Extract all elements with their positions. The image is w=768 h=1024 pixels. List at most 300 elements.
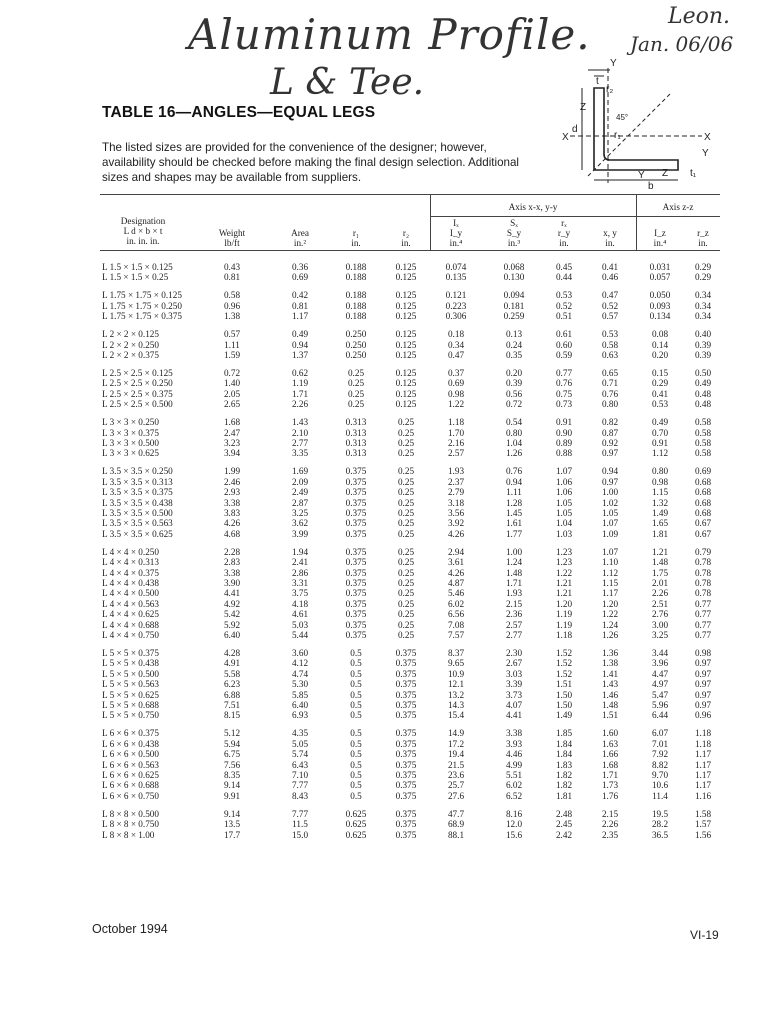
cell-weight: 1.59 <box>223 350 241 360</box>
cell-r1: 0.375 <box>345 557 367 568</box>
cell-iz: 0.29 <box>651 378 669 389</box>
cell-iz: 0.98 <box>651 476 669 487</box>
cell-area: 1.69 <box>291 466 309 477</box>
cell-r1: 0.313 <box>345 438 367 448</box>
cell-rz: 0.77 <box>694 630 712 640</box>
cell-r2: 0.375 <box>395 658 417 669</box>
cell-r1: 0.375 <box>345 518 367 529</box>
cell-area: 0.49 <box>291 329 309 340</box>
cell-weight: 3.90 <box>223 578 241 588</box>
cell-r1: 0.375 <box>345 609 367 620</box>
cell-r2: 0.25 <box>397 619 415 630</box>
table-row <box>100 760 720 770</box>
cell-iz: 0.031 <box>649 262 671 272</box>
cell-rz: 0.77 <box>694 609 712 620</box>
cell-sx: 3.38 <box>505 728 523 739</box>
cell-area: 4.61 <box>291 609 309 620</box>
cell-weight: 2.28 <box>223 546 241 557</box>
cell-r2: 0.125 <box>395 350 417 360</box>
cell-xy: 1.68 <box>601 759 619 770</box>
cell-rx: 1.82 <box>555 770 573 780</box>
table-row <box>100 568 720 578</box>
cell-rx: 1.81 <box>555 790 573 801</box>
cell-area: 0.42 <box>291 290 309 301</box>
header-ix-iy: Iₓ I_y in.⁴ <box>449 218 463 248</box>
cell-r1: 0.375 <box>345 630 367 640</box>
cell-xy: 0.76 <box>601 388 619 399</box>
cell-sx: 0.13 <box>505 329 523 340</box>
cell-sx: 2.57 <box>505 619 523 630</box>
cell-area: 1.94 <box>291 546 309 557</box>
table-row <box>100 272 720 282</box>
cell-designation: L 2 × 2 × 0.250 <box>102 339 159 350</box>
cell-weight: 0.96 <box>223 300 241 311</box>
cell-designation: L 3.5 × 3.5 × 0.313 <box>102 476 173 487</box>
cell-weight: 8.15 <box>223 710 241 721</box>
cell-ix: 27.6 <box>447 790 465 801</box>
cell-ix: 4.26 <box>447 567 465 578</box>
cell-r2: 0.25 <box>397 487 415 498</box>
cell-xy: 1.07 <box>601 518 619 529</box>
cell-designation: L 4 × 4 × 0.750 <box>102 630 159 640</box>
cell-weight: 3.83 <box>223 508 241 518</box>
table-row <box>100 290 720 300</box>
cell-sx: 0.094 <box>503 290 525 301</box>
cell-sx: 2.67 <box>505 658 523 669</box>
cell-designation: L 6 × 6 × 0.750 <box>102 790 159 801</box>
cell-r1: 0.375 <box>345 546 367 557</box>
cell-rx: 1.03 <box>555 528 573 539</box>
cell-r1: 0.5 <box>350 689 362 700</box>
cell-r2: 0.125 <box>395 339 417 350</box>
cell-iz: 7.92 <box>651 749 669 760</box>
cell-r1: 0.5 <box>350 700 362 710</box>
cell-xy: 0.80 <box>601 399 619 410</box>
cell-sx: 1.11 <box>506 487 522 498</box>
cell-rx: 1.06 <box>555 476 573 487</box>
cell-r1: 0.313 <box>345 427 367 438</box>
cell-area: 5.05 <box>291 738 309 749</box>
cell-rx: 1.04 <box>555 518 573 529</box>
cell-rx: 1.52 <box>555 668 573 679</box>
cell-rz: 0.79 <box>694 546 712 557</box>
cell-rz: 0.58 <box>694 438 712 448</box>
cell-ix: 25.7 <box>447 780 465 791</box>
cell-iz: 5.47 <box>651 689 669 700</box>
cell-rz: 0.78 <box>694 578 712 588</box>
cell-designation: L 2 × 2 × 0.125 <box>102 329 159 340</box>
table-row <box>100 609 720 619</box>
cell-rx: 1.23 <box>555 546 573 557</box>
cell-r1: 0.188 <box>345 300 367 311</box>
cell-xy: 0.57 <box>601 311 619 322</box>
cell-rx: 1.82 <box>555 780 573 791</box>
cell-r2: 0.25 <box>397 448 415 459</box>
cell-area: 7.77 <box>291 780 309 791</box>
cell-sx: 2.30 <box>505 648 523 658</box>
cell-xy: 0.41 <box>601 262 619 272</box>
cell-xy: 0.53 <box>601 329 619 340</box>
cell-iz: 0.134 <box>649 311 671 322</box>
table-row <box>100 710 720 720</box>
cell-rx: 0.77 <box>555 368 573 378</box>
header-sx-sy: Sₓ S_y in.³ <box>506 218 522 248</box>
cell-area: 1.43 <box>291 417 309 428</box>
cell-ix: 2.57 <box>447 448 465 459</box>
cell-designation: L 2.5 × 2.5 × 0.125 <box>102 368 173 378</box>
cell-area: 2.41 <box>291 557 309 568</box>
cell-ix: 7.57 <box>447 630 465 640</box>
cell-r1: 0.5 <box>350 790 362 801</box>
cell-rx: 1.22 <box>555 567 573 578</box>
cell-rz: 0.78 <box>694 567 712 578</box>
cell-rx: 1.50 <box>555 689 573 700</box>
cell-xy: 2.26 <box>601 819 619 830</box>
cell-sx: 4.07 <box>505 700 523 710</box>
cell-rx: 1.85 <box>555 728 573 739</box>
cell-area: 2.77 <box>291 438 309 448</box>
cell-r1: 0.625 <box>345 829 367 840</box>
diagram-label-t: t <box>596 76 599 87</box>
cell-r2: 0.375 <box>395 728 417 739</box>
cell-ix: 13.2 <box>447 689 465 700</box>
cell-ix: 2.37 <box>447 476 465 487</box>
cell-designation: L 5 × 5 × 0.688 <box>102 700 159 710</box>
cell-rx: 2.42 <box>555 829 573 840</box>
cell-weight: 3.23 <box>223 438 241 448</box>
cell-weight: 3.38 <box>223 497 241 508</box>
cell-designation: L 8 × 8 × 0.500 <box>102 808 159 819</box>
cell-rx: 0.90 <box>555 427 573 438</box>
cell-r2: 0.25 <box>397 567 415 578</box>
intro-paragraph: The listed sizes are provided for the convenience of the designer; however, availability should be checked before making the final design selection. Additional sizes and shapes may be available from suppliers. <box>102 141 519 184</box>
cell-designation: L 6 × 6 × 0.625 <box>102 770 159 780</box>
cell-r1: 0.5 <box>350 710 362 721</box>
table-row <box>100 518 720 528</box>
cell-designation: L 5 × 5 × 0.625 <box>102 689 159 700</box>
cell-rz: 0.48 <box>694 399 712 410</box>
cell-xy: 0.94 <box>601 466 619 477</box>
cell-rz: 0.67 <box>694 528 712 539</box>
cell-iz: 7.01 <box>651 738 669 749</box>
cell-designation: L 6 × 6 × 0.438 <box>102 738 159 749</box>
cell-rz: 0.58 <box>694 427 712 438</box>
header-xy: x, y in. <box>603 228 617 248</box>
cell-ix: 21.5 <box>447 759 465 770</box>
cell-ix: 47.7 <box>447 808 465 819</box>
cell-xy: 1.12 <box>601 567 619 578</box>
cell-iz: 1.49 <box>651 508 669 518</box>
cell-iz: 2.76 <box>651 609 669 620</box>
cell-designation: L 6 × 6 × 0.563 <box>102 759 159 770</box>
cell-sx: 1.61 <box>505 518 523 529</box>
cell-designation: L 4 × 4 × 0.313 <box>102 557 159 568</box>
cell-r1: 0.375 <box>345 578 367 588</box>
cell-r1: 0.250 <box>345 339 367 350</box>
cell-ix: 6.56 <box>447 609 465 620</box>
cell-r1: 0.313 <box>345 448 367 459</box>
cell-rx: 1.84 <box>555 749 573 760</box>
cell-area: 4.18 <box>291 598 309 609</box>
cell-sx: 15.6 <box>505 829 523 840</box>
cell-r2: 0.375 <box>395 668 417 679</box>
cell-ix: 2.79 <box>447 487 465 498</box>
cell-designation: L 2.5 × 2.5 × 0.500 <box>102 399 173 410</box>
cell-area: 3.62 <box>291 518 309 529</box>
cell-r1: 0.375 <box>345 487 367 498</box>
cell-r1: 0.188 <box>345 311 367 322</box>
cell-xy: 1.22 <box>601 609 619 620</box>
cell-area: 1.37 <box>291 350 309 360</box>
cell-weight: 6.40 <box>223 630 241 640</box>
cell-r2: 0.375 <box>395 710 417 721</box>
cell-xy: 1.41 <box>601 668 619 679</box>
cell-weight: 5.42 <box>223 609 241 620</box>
cell-rz: 0.98 <box>694 648 712 658</box>
cell-rx: 1.19 <box>555 609 573 620</box>
cell-rx: 1.06 <box>555 487 573 498</box>
diagram-label-r1: r₁ <box>614 130 621 141</box>
cell-r2: 0.375 <box>395 759 417 770</box>
cell-sx: 3.39 <box>505 679 523 690</box>
cell-ix: 9.65 <box>447 658 465 669</box>
cell-rz: 0.96 <box>694 710 712 721</box>
cell-r2: 0.375 <box>395 808 417 819</box>
cell-iz: 3.96 <box>651 658 669 669</box>
cell-ix: 23.6 <box>447 770 465 780</box>
table-row <box>100 728 720 738</box>
handwritten-author: Leon. <box>668 4 731 29</box>
table-row <box>100 438 720 448</box>
cell-rz: 1.56 <box>694 829 712 840</box>
cell-r1: 0.188 <box>345 290 367 301</box>
cell-area: 3.25 <box>291 508 309 518</box>
cell-r2: 0.375 <box>395 679 417 690</box>
cell-rx: 0.59 <box>555 350 573 360</box>
cell-iz: 0.057 <box>649 272 671 283</box>
cell-iz: 3.44 <box>651 648 669 658</box>
cell-r1: 0.313 <box>345 417 367 428</box>
cell-r2: 0.125 <box>395 300 417 311</box>
cell-iz: 0.53 <box>651 399 669 410</box>
cell-sx: 1.48 <box>505 567 523 578</box>
table-row <box>100 791 720 801</box>
diagram-label-d: d <box>572 124 578 135</box>
cell-r2: 0.125 <box>395 399 417 410</box>
cell-designation: L 2.5 × 2.5 × 0.250 <box>102 378 173 389</box>
cell-area: 7.77 <box>291 808 309 819</box>
table-row <box>100 301 720 311</box>
cell-r1: 0.25 <box>347 399 365 410</box>
cell-r1: 0.5 <box>350 770 362 780</box>
cell-ix: 0.69 <box>447 378 465 389</box>
cell-r2: 0.375 <box>395 790 417 801</box>
cell-rz: 0.78 <box>694 557 712 568</box>
cell-rz: 0.58 <box>694 448 712 459</box>
cell-weight: 2.83 <box>223 557 241 568</box>
cell-sx: 3.03 <box>505 668 523 679</box>
cell-area: 2.87 <box>291 497 309 508</box>
cell-sx: 4.46 <box>505 749 523 760</box>
cell-ix: 14.3 <box>447 700 465 710</box>
cell-xy: 0.97 <box>601 448 619 459</box>
cell-sx: 0.76 <box>505 466 523 477</box>
cell-rx: 0.91 <box>555 417 573 428</box>
cell-rz: 0.97 <box>694 689 712 700</box>
cell-weight: 2.46 <box>223 476 241 487</box>
cell-rz: 0.78 <box>694 588 712 599</box>
cell-designation: L 4 × 4 × 0.500 <box>102 588 159 599</box>
cell-rz: 0.29 <box>694 272 712 283</box>
cell-designation: L 6 × 6 × 0.375 <box>102 728 159 739</box>
diagram-label-y-bottom: Y <box>638 170 645 181</box>
cell-sx: 5.51 <box>505 770 523 780</box>
cell-weight: 0.81 <box>223 272 241 283</box>
cell-designation: L 3.5 × 3.5 × 0.438 <box>102 497 173 508</box>
cell-r1: 0.5 <box>350 738 362 749</box>
cell-ix: 3.56 <box>447 508 465 518</box>
cell-ix: 0.223 <box>445 300 467 311</box>
cell-xy: 1.24 <box>601 619 619 630</box>
cell-iz: 1.32 <box>651 497 669 508</box>
cell-sx: 12.0 <box>505 819 523 830</box>
cell-area: 15.0 <box>291 829 309 840</box>
cell-area: 8.43 <box>291 790 309 801</box>
cell-iz: 0.15 <box>651 368 669 378</box>
cell-ix: 1.18 <box>447 417 465 428</box>
cell-xy: 1.26 <box>601 630 619 640</box>
cell-xy: 0.87 <box>601 427 619 438</box>
table-row <box>100 578 720 588</box>
angle-section-diagram <box>552 58 764 190</box>
cell-xy: 1.38 <box>601 658 619 669</box>
cell-rx: 0.75 <box>555 388 573 399</box>
cell-r1: 0.375 <box>345 588 367 599</box>
cell-weight: 3.38 <box>223 567 241 578</box>
cell-ix: 0.074 <box>445 262 467 272</box>
table-row <box>100 389 720 399</box>
table-row <box>100 739 720 749</box>
cell-area: 0.81 <box>291 300 309 311</box>
cell-r1: 0.375 <box>345 619 367 630</box>
cell-r1: 0.188 <box>345 272 367 283</box>
cell-rx: 1.49 <box>555 710 573 721</box>
cell-rz: 1.18 <box>694 728 712 739</box>
cell-sx: 0.259 <box>503 311 525 322</box>
cell-rx: 1.51 <box>555 679 573 690</box>
cell-weight: 17.7 <box>223 829 241 840</box>
table-row <box>100 658 720 668</box>
cell-weight: 4.41 <box>223 588 241 599</box>
cell-r2: 0.25 <box>397 427 415 438</box>
cell-designation: L 3.5 × 3.5 × 0.375 <box>102 487 173 498</box>
cell-sx: 1.04 <box>505 438 523 448</box>
cell-iz: 0.20 <box>651 350 669 360</box>
cell-iz: 1.48 <box>651 557 669 568</box>
cell-rz: 1.17 <box>694 770 712 780</box>
group-header-axis-xy: Axis x-x, y-y <box>508 202 558 212</box>
cell-designation: L 5 × 5 × 0.375 <box>102 648 159 658</box>
cell-r2: 0.25 <box>397 518 415 529</box>
header-designation: Designation L d × b × t in. in. in. <box>120 216 166 246</box>
cell-xy: 1.20 <box>601 598 619 609</box>
cell-area: 3.75 <box>291 588 309 599</box>
cell-iz: 0.08 <box>651 329 669 340</box>
cell-weight: 7.51 <box>223 700 241 710</box>
cell-area: 5.44 <box>291 630 309 640</box>
cell-weight: 7.56 <box>223 759 241 770</box>
cell-rz: 0.29 <box>694 262 712 272</box>
cell-rx: 0.45 <box>555 262 573 272</box>
table-row <box>100 679 720 689</box>
table-row <box>100 648 720 658</box>
header-iz: I_z in.⁴ <box>653 228 667 248</box>
cell-r2: 0.25 <box>397 508 415 518</box>
diagram-label-angle: 45° <box>616 113 629 122</box>
table-row <box>100 780 720 790</box>
cell-designation: L 4 × 4 × 0.250 <box>102 546 159 557</box>
table-row <box>100 311 720 321</box>
cell-ix: 0.98 <box>447 388 465 399</box>
cell-iz: 11.4 <box>652 790 668 801</box>
cell-xy: 0.82 <box>601 417 619 428</box>
cell-designation: L 5 × 5 × 0.563 <box>102 679 159 690</box>
cell-ix: 15.4 <box>447 710 465 721</box>
cell-xy: 1.09 <box>601 528 619 539</box>
cell-iz: 3.00 <box>651 619 669 630</box>
cell-r1: 0.5 <box>350 749 362 760</box>
cell-designation: L 5 × 5 × 0.438 <box>102 658 159 669</box>
cell-iz: 4.97 <box>651 679 669 690</box>
cell-sx: 1.26 <box>505 448 523 459</box>
cell-r2: 0.25 <box>397 630 415 640</box>
cell-ix: 8.37 <box>447 648 465 658</box>
cell-weight: 3.94 <box>223 448 241 459</box>
cell-rz: 0.49 <box>694 378 712 389</box>
cell-weight: 2.93 <box>223 487 241 498</box>
table-row <box>100 669 720 679</box>
cell-rz: 0.97 <box>694 700 712 710</box>
cell-area: 5.03 <box>291 619 309 630</box>
cell-rx: 1.23 <box>555 557 573 568</box>
cell-iz: 0.49 <box>651 417 669 428</box>
table-row <box>100 262 720 272</box>
cell-ix: 14.9 <box>447 728 465 739</box>
cell-rz: 0.97 <box>694 658 712 669</box>
cell-sx: 2.15 <box>505 598 523 609</box>
header-r1: r₁ in. <box>351 228 361 248</box>
cell-ix: 0.135 <box>445 272 467 283</box>
cell-sx: 0.80 <box>505 427 523 438</box>
cell-r2: 0.25 <box>397 417 415 428</box>
cell-xy: 0.71 <box>601 378 619 389</box>
cell-r2: 0.375 <box>395 780 417 791</box>
cell-sx: 0.068 <box>503 262 525 272</box>
cell-weight: 1.40 <box>223 378 241 389</box>
cell-ix: 1.70 <box>447 427 465 438</box>
cell-r2: 0.25 <box>397 466 415 477</box>
cell-area: 0.36 <box>291 262 309 272</box>
cell-r1: 0.625 <box>345 819 367 830</box>
table-row <box>100 529 720 539</box>
cell-xy: 1.02 <box>601 497 619 508</box>
cell-designation: L 3 × 3 × 0.625 <box>102 448 159 459</box>
cell-ix: 2.16 <box>447 438 465 448</box>
table-row <box>100 599 720 609</box>
cell-rx: 2.45 <box>555 819 573 830</box>
cell-rx: 0.73 <box>555 399 573 410</box>
axis-xy-rule <box>430 216 636 217</box>
